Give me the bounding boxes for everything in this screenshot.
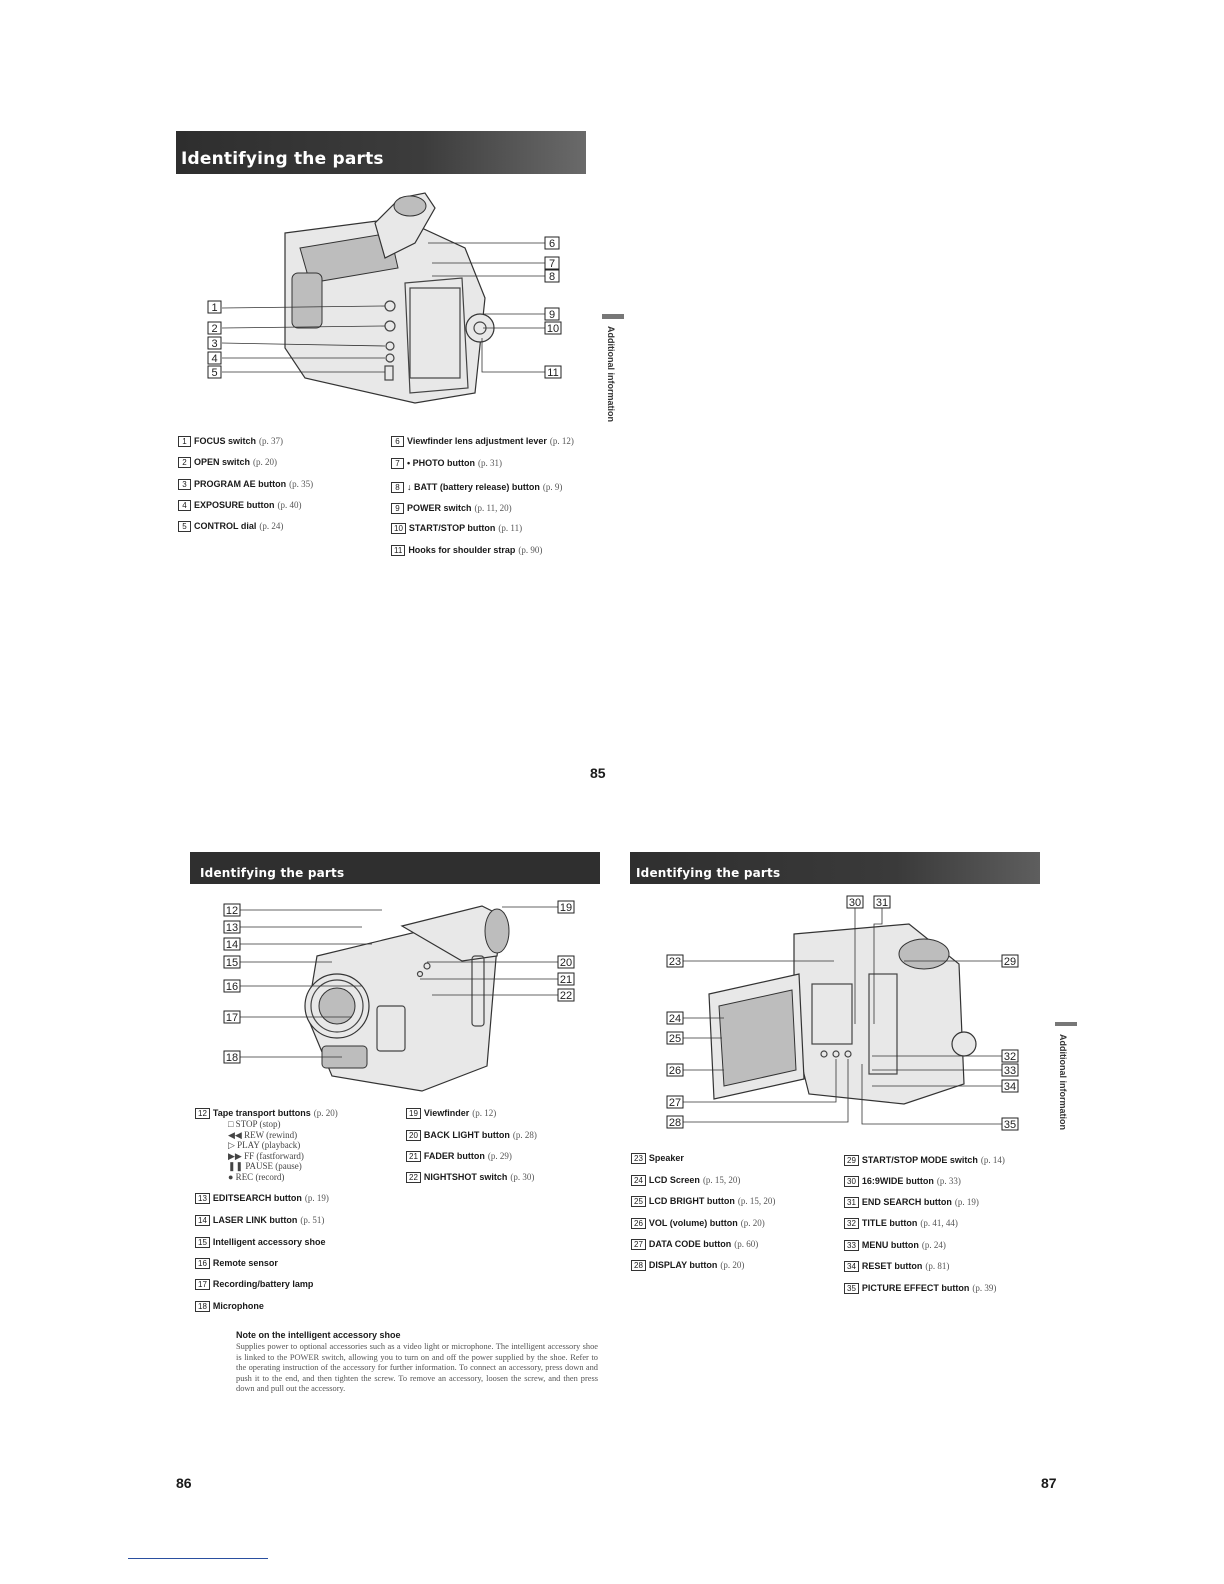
callout-34 xyxy=(1002,1080,1018,1093)
svg-text:13: 13 xyxy=(225,922,239,934)
p87-item-34: 34 RESET button (p. 81) xyxy=(844,1261,949,1272)
callout-28 xyxy=(667,1116,683,1129)
p85-item-3: 3 PROGRAM AE button (p. 35) xyxy=(178,479,313,490)
p86-item-12: 12 Tape transport buttons (p. 20) xyxy=(195,1108,338,1119)
svg-text:9: 9 xyxy=(548,309,556,321)
svg-text:14: 14 xyxy=(225,939,239,951)
p86-item-17: 17 Recording/battery lamp xyxy=(195,1279,313,1290)
svg-text:10: 10 xyxy=(546,323,560,335)
p85-item-6: 6 Viewfinder lens adjustment lever (p. 12) xyxy=(391,436,574,447)
callout-19 xyxy=(558,901,574,914)
p85-item-8: 8 ↓ BATT (battery release) button (p. 9) xyxy=(391,482,562,493)
svg-text:8: 8 xyxy=(548,271,556,283)
page87-title: Identifying the parts xyxy=(636,866,781,880)
svg-text:19: 19 xyxy=(559,902,573,914)
callout-26 xyxy=(667,1064,683,1077)
callout-2 xyxy=(208,322,221,335)
p87-item-23: 23 Speaker xyxy=(631,1153,684,1164)
callout-9 xyxy=(545,308,559,321)
callout-11 xyxy=(545,366,561,379)
svg-text:18: 18 xyxy=(225,1052,239,1064)
callout-27 xyxy=(667,1096,683,1109)
svg-text:12: 12 xyxy=(225,905,239,917)
svg-text:24: 24 xyxy=(668,1013,682,1025)
callout-30 xyxy=(847,896,863,909)
page85-side-label: Additional information xyxy=(606,326,616,422)
note-text: Supplies power to optional accessories such as a video light or microphone. The intelligent accessory shoe is linked to the POWER switch, allowing you to turn on and off the power supplied by the shoe. Refer to the operating instruction of the accessory for further information. To connect an accessory, press down and push it to the end, and then tighten the screw. To remove an accessory, loosen the screw, and then press down and pull out the accessory. xyxy=(236,1342,598,1394)
callout-22 xyxy=(558,989,574,1002)
svg-text:23: 23 xyxy=(668,956,682,968)
callout-8 xyxy=(545,270,559,283)
svg-text:25: 25 xyxy=(668,1033,682,1045)
tape-rew: ◀◀ REW (rewind) xyxy=(228,1130,298,1140)
page86-banner xyxy=(190,852,600,884)
p86-item-14: 14 LASER LINK button (p. 51) xyxy=(195,1215,324,1226)
p85-item-1: 1 FOCUS switch (p. 37) xyxy=(178,436,283,447)
p85-item-9: 9 POWER switch (p. 11, 20) xyxy=(391,503,512,514)
page87-banner xyxy=(630,852,1040,884)
page87-camera-figure xyxy=(664,894,1024,1134)
p87-item-27: 27 DATA CODE button (p. 60) xyxy=(631,1239,758,1250)
svg-text:15: 15 xyxy=(225,957,239,969)
p87-item-35: 35 PICTURE EFFECT button (p. 39) xyxy=(844,1283,996,1294)
p87-item-32: 32 TITLE button (p. 41, 44) xyxy=(844,1218,958,1229)
p87-item-33: 33 MENU button (p. 24) xyxy=(844,1240,946,1251)
note-title: Note on the intelligent accessory shoe xyxy=(236,1330,401,1340)
footer-link-underline xyxy=(128,1558,268,1559)
p86-item-18: 18 Microphone xyxy=(195,1301,264,1312)
p85-item-2: 2 OPEN switch (p. 20) xyxy=(178,457,277,468)
callout-10 xyxy=(545,322,561,335)
page85-number: 85 xyxy=(590,765,606,781)
svg-text:34: 34 xyxy=(1003,1081,1017,1093)
page87-side-mark xyxy=(1055,1022,1077,1026)
svg-text:29: 29 xyxy=(1003,956,1017,968)
svg-text:16: 16 xyxy=(225,981,239,993)
tape-rec: ● REC (record) xyxy=(228,1172,285,1182)
page85-banner xyxy=(176,131,586,174)
page85-title: Identifying the parts xyxy=(181,149,384,169)
callout-4 xyxy=(208,352,221,365)
callout-23 xyxy=(667,955,683,968)
p86-item-15: 15 Intelligent accessory shoe xyxy=(195,1237,325,1248)
page85-camera-figure xyxy=(200,188,570,428)
svg-text:3: 3 xyxy=(211,338,218,350)
svg-text:6: 6 xyxy=(548,238,556,250)
svg-text:4: 4 xyxy=(211,353,218,365)
p87-item-25: 25 LCD BRIGHT button (p. 15, 20) xyxy=(631,1196,775,1207)
callout-33 xyxy=(1002,1064,1018,1077)
svg-text:35: 35 xyxy=(1003,1119,1017,1131)
callout-21 xyxy=(558,973,574,986)
svg-text:21: 21 xyxy=(559,974,573,986)
svg-text:7: 7 xyxy=(548,258,556,270)
svg-text:22: 22 xyxy=(559,990,573,1002)
callout-14 xyxy=(224,938,240,951)
callout-12 xyxy=(224,904,240,917)
callout-18 xyxy=(224,1051,240,1064)
p86-item-20: 20 BACK LIGHT button (p. 28) xyxy=(406,1130,537,1141)
tape-play: ▷ PLAY (playback) xyxy=(228,1140,301,1150)
tape-pause: ❚❚ PAUSE (pause) xyxy=(228,1161,302,1171)
p85-item-5: 5 CONTROL dial (p. 24) xyxy=(178,521,283,532)
tape-ff: ▶▶ FF (fastforward) xyxy=(228,1151,304,1161)
callout-25 xyxy=(667,1032,683,1045)
callout-24 xyxy=(667,1012,683,1025)
p86-item-21: 21 FADER button (p. 29) xyxy=(406,1151,512,1162)
callout-20 xyxy=(558,956,574,969)
page86-number: 86 xyxy=(176,1475,192,1491)
svg-text:5: 5 xyxy=(211,367,218,379)
callout-17 xyxy=(224,1011,240,1024)
svg-text:32: 32 xyxy=(1003,1051,1017,1063)
svg-text:27: 27 xyxy=(668,1097,682,1109)
svg-text:26: 26 xyxy=(668,1065,682,1077)
page86-title: Identifying the parts xyxy=(200,866,345,880)
tape-stop: □ STOP (stop) xyxy=(228,1119,281,1129)
svg-text:31: 31 xyxy=(875,897,889,909)
p85-item-10: 10 START/STOP button (p. 11) xyxy=(391,523,522,534)
callout-35 xyxy=(1002,1118,1018,1131)
p85-item-4: 4 EXPOSURE button (p. 40) xyxy=(178,500,302,511)
callout-13 xyxy=(224,921,240,934)
p86-item-19: 19 Viewfinder (p. 12) xyxy=(406,1108,496,1119)
callout-31 xyxy=(874,896,890,909)
page87-side-label: Additional information xyxy=(1058,1034,1068,1130)
svg-text:11: 11 xyxy=(547,367,559,379)
svg-text:20: 20 xyxy=(559,957,573,969)
p87-item-24: 24 LCD Screen (p. 15, 20) xyxy=(631,1175,740,1186)
callout-1 xyxy=(208,301,221,314)
page86-camera-figure xyxy=(222,896,582,1096)
callout-6 xyxy=(545,237,559,250)
callout-15 xyxy=(224,956,240,969)
svg-text:1: 1 xyxy=(211,302,218,314)
svg-text:30: 30 xyxy=(848,897,862,909)
page85-side-mark xyxy=(602,314,624,319)
p87-item-28: 28 DISPLAY button (p. 20) xyxy=(631,1260,744,1271)
callout-29 xyxy=(1002,955,1018,968)
callout-5 xyxy=(208,366,221,379)
page87-number: 87 xyxy=(1041,1475,1057,1491)
p87-item-26: 26 VOL (volume) button (p. 20) xyxy=(631,1218,765,1229)
p87-item-30: 30 16:9WIDE button (p. 33) xyxy=(844,1176,961,1187)
svg-text:33: 33 xyxy=(1003,1065,1017,1077)
svg-text:28: 28 xyxy=(668,1117,682,1129)
p86-item-16: 16 Remote sensor xyxy=(195,1258,278,1269)
p87-item-29: 29 START/STOP MODE switch (p. 14) xyxy=(844,1155,1005,1166)
svg-text:17: 17 xyxy=(225,1012,239,1024)
svg-text:2: 2 xyxy=(211,323,218,335)
callout-3 xyxy=(208,337,221,350)
callout-7 xyxy=(545,257,559,270)
p85-item-11: 11 Hooks for shoulder strap (p. 90) xyxy=(391,545,542,556)
callout-16 xyxy=(224,980,240,993)
p85-item-7: 7 • PHOTO button (p. 31) xyxy=(391,458,502,469)
p86-item-13: 13 EDITSEARCH button (p. 19) xyxy=(195,1193,329,1204)
p87-item-31: 31 END SEARCH button (p. 19) xyxy=(844,1197,979,1208)
callout-32 xyxy=(1002,1050,1018,1063)
p86-item-22: 22 NIGHTSHOT switch (p. 30) xyxy=(406,1172,534,1183)
